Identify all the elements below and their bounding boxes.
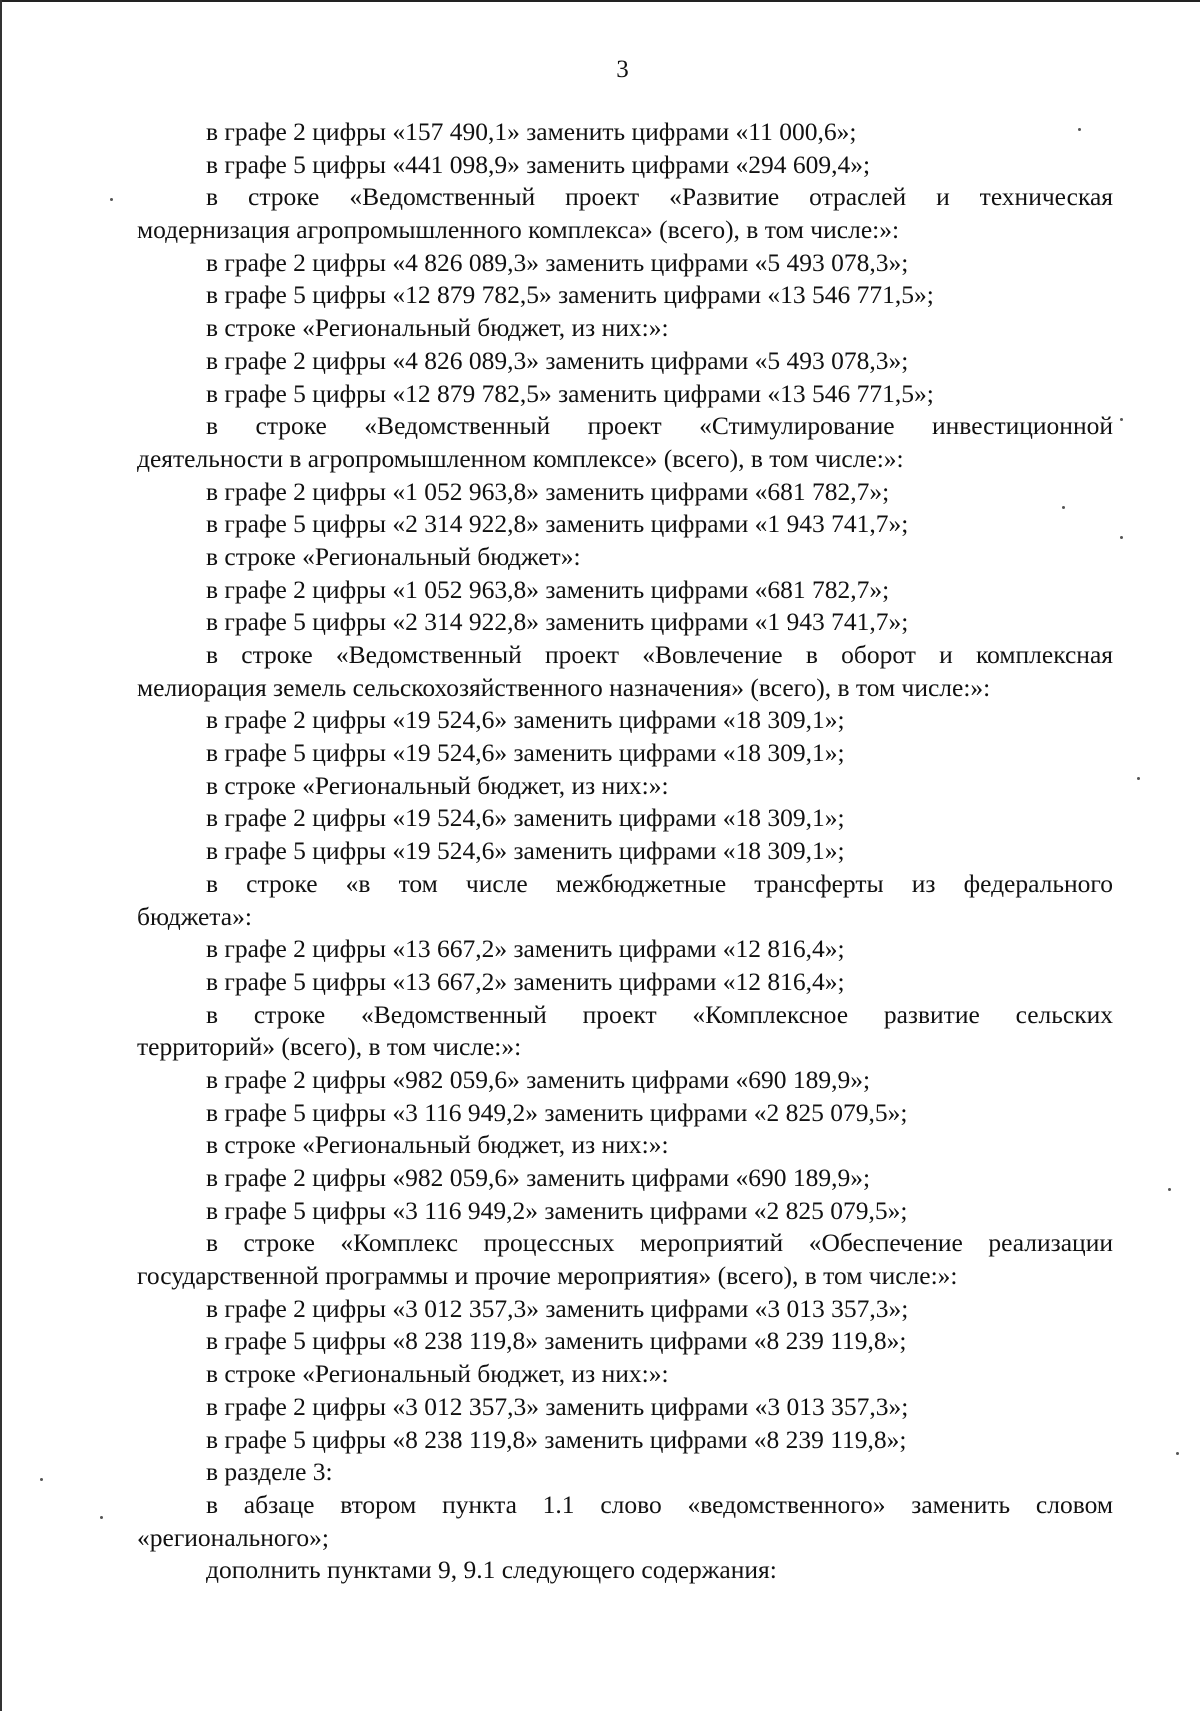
scan-speck [1168, 1188, 1171, 1191]
text-line: в строке «Ведомственный проект «Стимулирование инвестиционной [206, 411, 1113, 441]
text-line: в графе 5 цифры «13 667,2» заменить цифрами «12 816,4»; [206, 966, 845, 996]
text-line: в графе 2 цифры «3 012 357,3» заменить цифрами «3 013 357,3»; [206, 1293, 909, 1323]
text-line: в графе 5 цифры «2 314 922,8» заменить цифрами «1 943 741,7»; [206, 509, 909, 539]
text-line: мелиорация земель сельскохозяйственного назначения» (всего), в том числе:»: [137, 672, 991, 702]
text-line: в графе 2 цифры «1 052 963,8» заменить цифрами «681 782,7»; [206, 476, 890, 506]
text-line: бюджета»: [137, 901, 252, 931]
text-line: в графе 5 цифры «2 314 922,8» заменить цифрами «1 943 741,7»; [206, 607, 909, 637]
text-line: в графе 5 цифры «8 238 119,8» заменить цифрами «8 239 119,8»; [206, 1424, 907, 1454]
text-line: в графе 5 цифры «441 098,9» заменить цифрами «294 609,4»; [206, 149, 871, 179]
text-line: в графе 2 цифры «19 524,6» заменить цифрами «18 309,1»; [206, 803, 845, 833]
page-number: 3 [616, 56, 629, 83]
text-line: в графе 5 цифры «12 879 782,5» заменить цифрами «13 546 771,5»; [206, 280, 934, 310]
text-line: «регионального»; [137, 1522, 330, 1552]
text-line: модернизация агропромышленного комплекса» (всего), в том числе:»: [137, 215, 900, 245]
scan-speck [1062, 506, 1065, 509]
text-line: в строке «Региональный бюджет, из них:»: [206, 313, 669, 343]
text-line: в графе 2 цифры «4 826 089,3» заменить цифрами «5 493 078,3»; [206, 247, 909, 277]
scan-speck [100, 1516, 103, 1519]
text-line: в графе 5 цифры «8 238 119,8» заменить цифрами «8 239 119,8»; [206, 1326, 907, 1356]
scan-speck [40, 1478, 43, 1481]
text-line: в строке «в том числе межбюджетные трансферты из федерального [206, 868, 1113, 898]
text-line: в строке «Ведомственный проект «Вовлечение в оборот и комплексная [206, 640, 1113, 669]
scan-speck [110, 198, 113, 201]
text-line: в графе 5 цифры «3 116 949,2» заменить цифрами «2 825 079,5»; [206, 1097, 908, 1127]
text-line: в графе 2 цифры «3 012 357,3» заменить цифрами «3 013 357,3»; [206, 1391, 909, 1421]
text-line: в графе 5 цифры «19 524,6» заменить цифрами «18 309,1»; [206, 738, 845, 768]
text-line: в графе 2 цифры «982 059,6» заменить цифрами «690 189,9»; [206, 1163, 871, 1192]
text-line: в графе 2 цифры «982 059,6» заменить цифрами «690 189,9»; [206, 1064, 871, 1094]
text-line: дополнить пунктами 9, 9.1 следующего содержания: [206, 1555, 777, 1585]
text-line: в строке «Региональный бюджет»: [206, 541, 581, 571]
text-line: территорий» (всего), в том числе:»: [137, 1032, 522, 1062]
text-line: государственной программы и прочие мероприятия» (всего), в том числе:»: [137, 1261, 958, 1291]
text-line: в графе 5 цифры «19 524,6» заменить цифрами «18 309,1»; [206, 836, 845, 866]
text-line: в графе 2 цифры «157 490,1» заменить цифрами «11 000,6»; [206, 117, 857, 146]
scan-speck [1078, 128, 1081, 131]
scan-speck [1120, 536, 1123, 539]
scan-speck [1137, 777, 1140, 780]
text-line: в графе 2 цифры «1 052 963,8» заменить цифрами «681 782,7»; [206, 574, 890, 604]
text-line: в строке «Региональный бюджет, из них:»: [206, 770, 669, 800]
document-body [137, 116, 1113, 1587]
text-line: в графе 2 цифры «13 667,2» заменить цифрами «12 816,4»; [206, 934, 845, 964]
page-left-edge [0, 0, 2, 1711]
page-top-edge [0, 0, 1200, 2]
text-line: в графе 2 цифры «19 524,6» заменить цифрами «18 309,1»; [206, 705, 845, 735]
text-line: в строке «Региональный бюджет, из них:»: [206, 1130, 669, 1160]
text-line: деятельности в агропромышленном комплексе» (всего), в том числе:»: [137, 443, 904, 473]
scan-speck [1120, 418, 1123, 421]
scan-speck [1176, 1452, 1179, 1455]
text-line: в строке «Ведомственный проект «Комплексное развитие сельских [206, 999, 1113, 1029]
text-line: в строке «Комплекс процессных мероприятий «Обеспечение реализации [206, 1228, 1113, 1258]
text-line: в абзаце втором пункта 1.1 слово «ведомственного» заменить словом [206, 1489, 1113, 1519]
text-line: в строке «Региональный бюджет, из них:»: [206, 1359, 669, 1389]
text-line: в графе 2 цифры «4 826 089,3» заменить цифрами «5 493 078,3»; [206, 345, 909, 375]
text-line: в графе 5 цифры «12 879 782,5» заменить цифрами «13 546 771,5»; [206, 378, 934, 408]
text-line: в строке «Ведомственный проект «Развитие отраслей и техническая [206, 182, 1113, 212]
text-line: в графе 5 цифры «3 116 949,2» заменить цифрами «2 825 079,5»; [206, 1195, 908, 1225]
text-line: в разделе 3: [206, 1457, 333, 1487]
